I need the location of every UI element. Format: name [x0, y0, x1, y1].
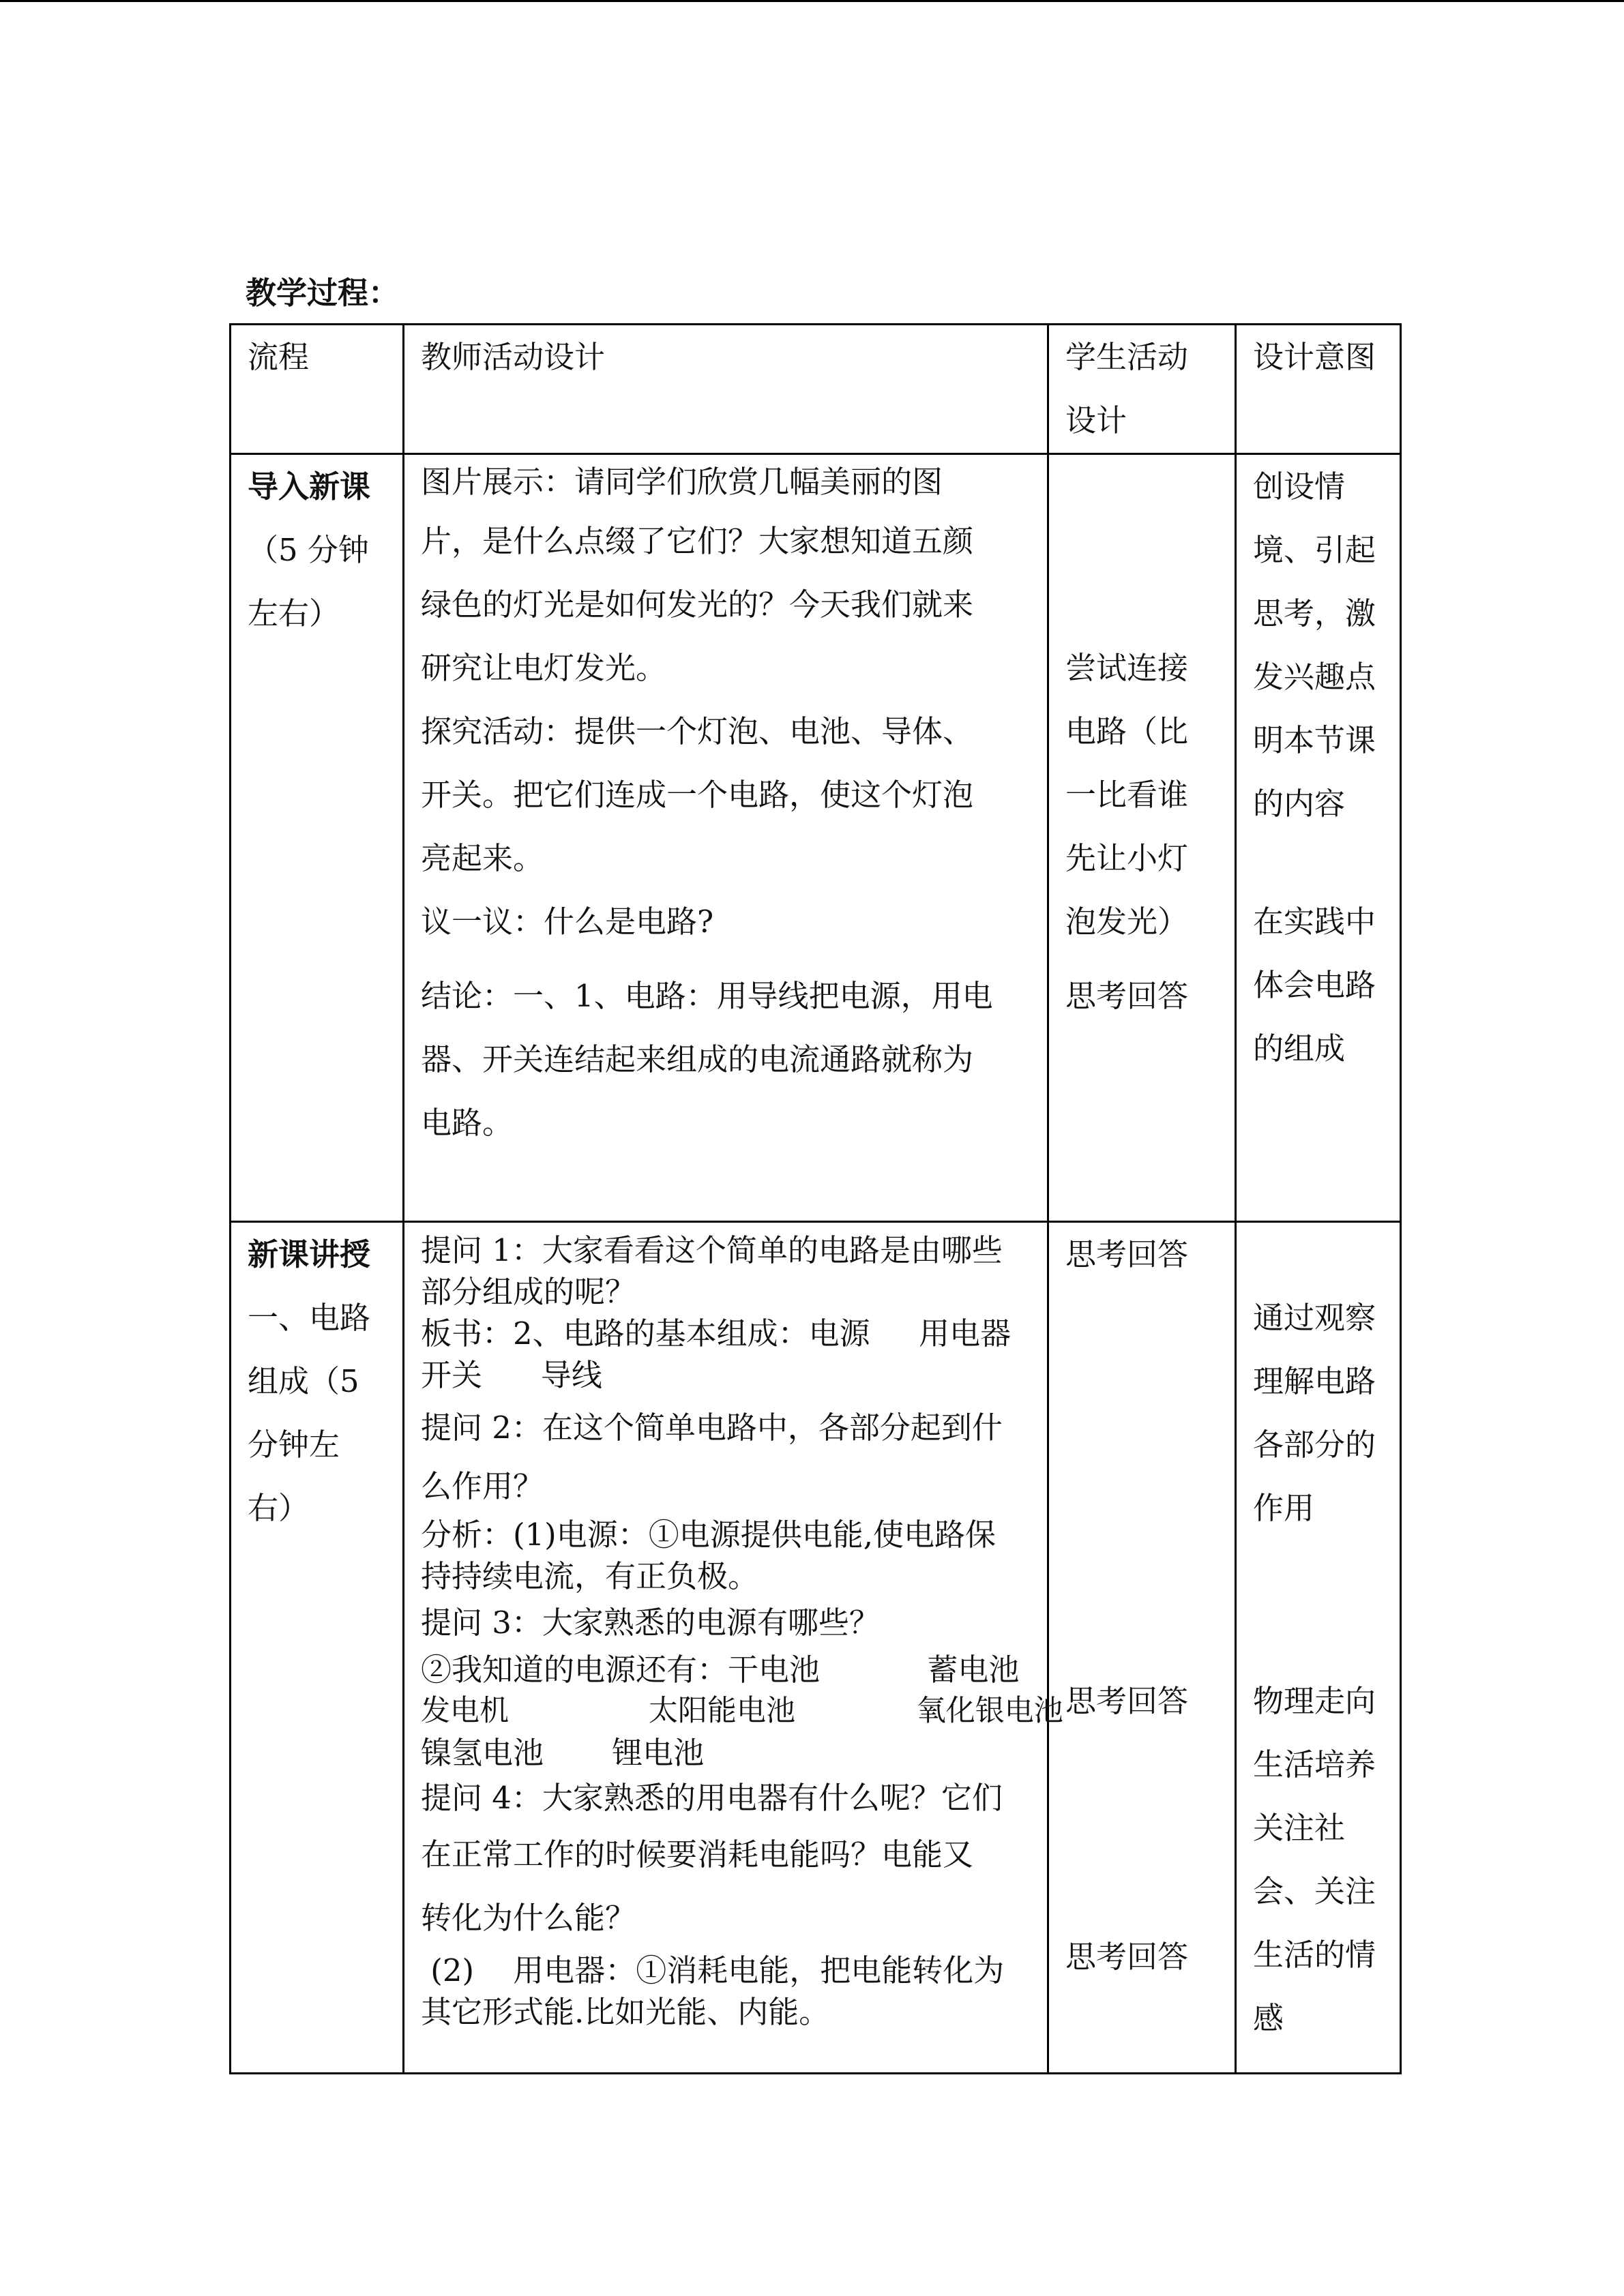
- row1-student-line: 一比看谁: [1065, 777, 1189, 813]
- row2-intent-line: 生活培养: [1253, 1746, 1376, 1783]
- row1-intent-cell: [1236, 454, 1401, 1222]
- row2-intent-line: 作用: [1253, 1490, 1315, 1526]
- header-teacher: 教师活动设计: [421, 339, 606, 375]
- row1-teacher-line: 开关。把它们连成一个电路，使这个灯泡: [421, 777, 974, 813]
- row1-intent-line: 创设情: [1253, 468, 1346, 505]
- row2-student-answer-1: 思考回答: [1065, 1236, 1189, 1272]
- row1-intent-line: 体会电路: [1253, 967, 1376, 1003]
- header-student-cell: [1048, 325, 1236, 454]
- row2-q2-line: 提问 2：在这个简单电路中，各部分起到什: [421, 1410, 1003, 1446]
- row2-intent-line: 关注社: [1253, 1810, 1346, 1846]
- row2-sources-line: 镍氢电池 锂电池: [421, 1735, 705, 1771]
- row2-intent-line: 通过观察: [1253, 1300, 1376, 1336]
- row1-flow-title: 导入新课: [248, 468, 371, 505]
- row1-teacher-line: 绿色的灯光是如何发光的？今天我们就来: [421, 586, 974, 623]
- row2-intent-line: 生活的情: [1253, 1937, 1376, 1973]
- row2-intent-line: 物理走向: [1253, 1683, 1376, 1719]
- row2-intent-line: 会、关注: [1253, 1873, 1376, 1909]
- row2-sources-line: 发电机 太阳能电池 氧化银电池: [421, 1694, 1063, 1728]
- row1-flow-sub: （5 分钟: [248, 532, 369, 568]
- row1-student-line: 电路（比: [1065, 713, 1189, 749]
- row1-teacher-line: 器、开关连结起来组成的电流通路就称为: [421, 1041, 974, 1077]
- row1-student-cell: [1048, 454, 1236, 1222]
- row2-intent-line: 各部分的: [1253, 1427, 1376, 1463]
- row1-teacher-line: 议一议：什么是电路?: [421, 904, 714, 940]
- top-border-line: [0, 0, 1624, 2]
- row1-student-line: 泡发光）: [1065, 904, 1189, 940]
- table-row: [231, 1222, 1401, 2074]
- row2-intent-line: 理解电路: [1253, 1363, 1376, 1399]
- row1-intent-line: 的组成: [1253, 1030, 1346, 1067]
- row1-student-line: 先让小灯: [1065, 840, 1189, 876]
- header-flow-cell: [231, 325, 404, 454]
- row1-teacher-line: 亮起来。: [421, 840, 544, 876]
- row1-intent-line: 的内容: [1253, 786, 1346, 822]
- row2-flow-sub: 一、电路: [248, 1300, 371, 1336]
- row2-flow-cell: [231, 1222, 404, 2074]
- row1-intent-line: 思考，激: [1253, 595, 1376, 631]
- row1-intent-line: 境、引起: [1253, 532, 1376, 568]
- header-teacher-cell: [404, 325, 1048, 454]
- row2-appliance-line: (2) 用电器：①消耗电能，把电能转化为: [421, 1952, 1005, 1988]
- header-intent: 设计意图: [1253, 339, 1376, 375]
- header-intent-cell: [1236, 325, 1401, 454]
- row2-flow-sub: 分钟左: [248, 1427, 340, 1463]
- row2-student-cell: [1048, 1222, 1236, 2074]
- lesson-process-table: [229, 323, 1402, 2074]
- row2-sources-line: ②我知道的电源还有：干电池 蓄电池: [421, 1652, 1020, 1688]
- row2-intent-line: 感: [1253, 2000, 1284, 2036]
- row1-intent-line: 明本节课: [1253, 722, 1376, 758]
- row2-q2-line: 么作用？: [421, 1468, 544, 1504]
- row2-intent-cell: [1236, 1222, 1401, 2074]
- row2-appliance-line: 其它形式能.比如光能、内能。: [421, 1994, 830, 2030]
- row1-teacher-line: 电路。: [421, 1105, 514, 1141]
- row1-flow-cell: [231, 454, 404, 1222]
- row1-student-line: 尝试连接: [1065, 650, 1189, 686]
- row2-teacher-cell: [404, 1222, 1063, 2074]
- row2-flow-sub: 组成（5: [248, 1363, 359, 1399]
- row2-student-answer-2: 思考回答: [1065, 1683, 1189, 1719]
- section-heading: 教学过程：: [246, 275, 400, 311]
- row2-flow-sub: 右）: [248, 1490, 310, 1526]
- row1-teacher-cell: [404, 454, 1048, 1222]
- row2-q3-line: 提问 3：大家熟悉的电源有哪些？: [421, 1605, 880, 1641]
- header-flow: 流程: [248, 339, 310, 375]
- row1-student-line: 思考回答: [1065, 978, 1189, 1014]
- header-student-line: 学生活动: [1065, 339, 1189, 375]
- row2-q4-line: 提问 4：大家熟悉的用电器有什么呢？它们: [421, 1780, 1003, 1816]
- header-student-line: 设计: [1065, 402, 1127, 438]
- row1-teacher-line: 探究活动：提供一个灯泡、电池、导体、: [421, 713, 974, 749]
- row2-flow-title: 新课讲授: [248, 1236, 371, 1272]
- row1-teacher-line: 图片展示：请同学们欣赏几幅美丽的图: [421, 464, 943, 500]
- row1-teacher-line: 片，是什么点缀了它们？大家想知道五颜: [421, 523, 974, 559]
- row2-analysis-line: 持持续电流，有正负极。: [421, 1558, 759, 1594]
- table-row: [231, 454, 1401, 1222]
- row2-q4-line: 在正常工作的时候要消耗电能吗？电能又: [421, 1836, 974, 1873]
- row2-q1-line: 部分组成的呢？: [421, 1274, 636, 1310]
- row1-intent-line: 在实践中: [1253, 904, 1376, 940]
- row2-student-answer-3: 思考回答: [1065, 1939, 1189, 1975]
- row2-board-line: 开关 导线: [421, 1357, 602, 1393]
- row2-analysis-line: 分析：(1)电源：①电源提供电能,使电路保: [421, 1517, 996, 1553]
- table-header-row: [231, 325, 1401, 454]
- row1-teacher-line: 研究让电灯发光。: [421, 650, 667, 686]
- row1-teacher-line: 结论：一、1、电路：用导线把电源，用电: [421, 978, 993, 1014]
- row1-intent-line: 发兴趣点: [1253, 659, 1376, 695]
- row2-board-line: 板书：2、电路的基本组成：电源 用电器: [421, 1315, 1012, 1352]
- row2-q4-line: 转化为什么能？: [421, 1900, 636, 1936]
- row2-q1-line: 提问 1：大家看看这个简单的电路是由哪些: [421, 1232, 1003, 1268]
- row1-flow-sub: 左右）: [248, 595, 340, 631]
